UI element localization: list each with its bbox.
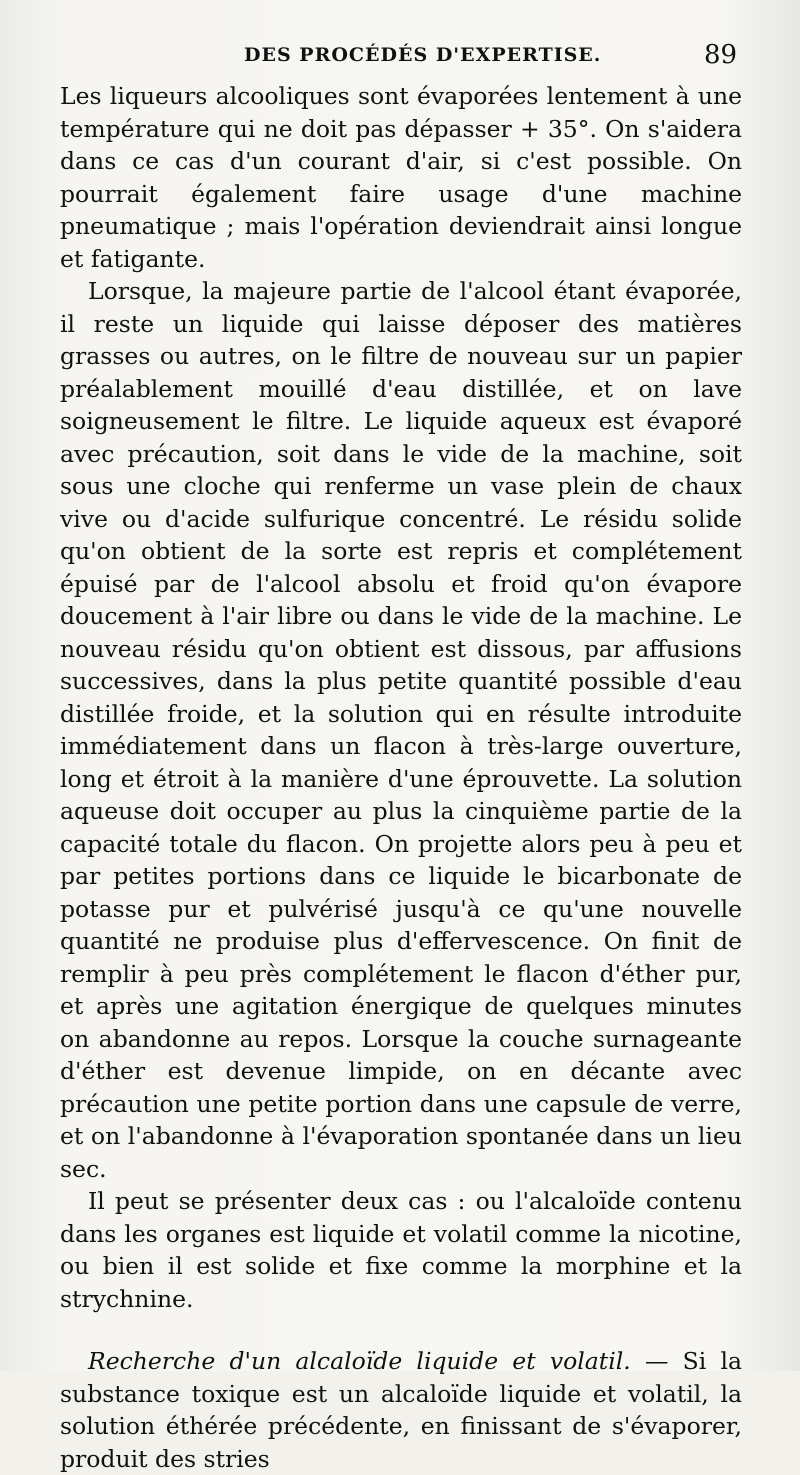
page-header [0,36,800,76]
section-heading: Recherche d'un alcaloïde liquide et volatil. [88,1347,631,1375]
page-number: 89 [704,40,738,70]
section-text: — Si la substance toxique est un alcaloïde liquide et volatil, la solution éthérée précédente, en finissant de s'évaporer, produit des stries [60,1347,742,1473]
paragraph-procedure: Lorsque, la majeure partie de l'alcool étant évaporée, il reste un liquide qui laisse déposer des matières grasses ou autres, on le filtre de nouveau sur un papier préalablement mouillé d'eau distillée, et on lave soigneusement le filtre. Le liquide aqueux est évaporé avec précaution, soit dans le vide de la machine, soit sous une cloche qui renferme un vase plein de chaux vive ou d'acide sulfurique concentré. Le résidu solide qu'on obtient de la sorte est repris et complétement épuisé par de l'alcool absolu et froid qu'on évapore doucement à l'air libre ou dans le vide de la machine. Le nouveau résidu qu'on obtient est dissous, par affusions successives, dans la plus petite quantité possible d'eau distillée froide, et la solution qui en résulte introduite immédiatement dans un flacon à très-large ouverture, long et étroit à la manière d'une éprouvette. La solution aqueuse doit occuper au plus la cinquième partie de la capacité totale du flacon. On projette alors peu à peu et par petites portions dans ce liquide le bicarbonate de potasse pur et pulvérisé jusqu'à ce qu'une nouvelle quantité ne produise plus d'effervescence. On finit de remplir à peu près complétement le flacon d'éther pur, et après une agitation énergique de quelques minutes on abandonne au repos. Lorsque la couche surnageante d'éther est devenue limpide, on en décante avec précaution une petite portion dans une capsule de verre, et on l'abandonne à l'évaporation spontanée dans un lieu sec. [60,277,742,1183]
section-liquid-alkaloid [60,1345,742,1475]
paragraph-two-cases: Il peut se présenter deux cas : ou l'alcaloïde contenu dans les organes est liquide et volatil comme la nicotine, ou bien il est solide et fixe comme la morphine et la strychnine. [60,1187,742,1313]
running-title: DES PROCÉDÉS D'EXPERTISE. [244,44,602,66]
paragraph-evaporation: Les liqueurs alcooliques sont évaporées lentement à une température qui ne doit pas dépasser + 35°. On s'aidera dans ce cas d'un courant d'air, si c'est possible. On pourrait également faire usage d'une machine pneumatique ; mais l'opération deviendrait ainsi longue et fatigante. [60,82,742,273]
body-text [60,80,742,1475]
